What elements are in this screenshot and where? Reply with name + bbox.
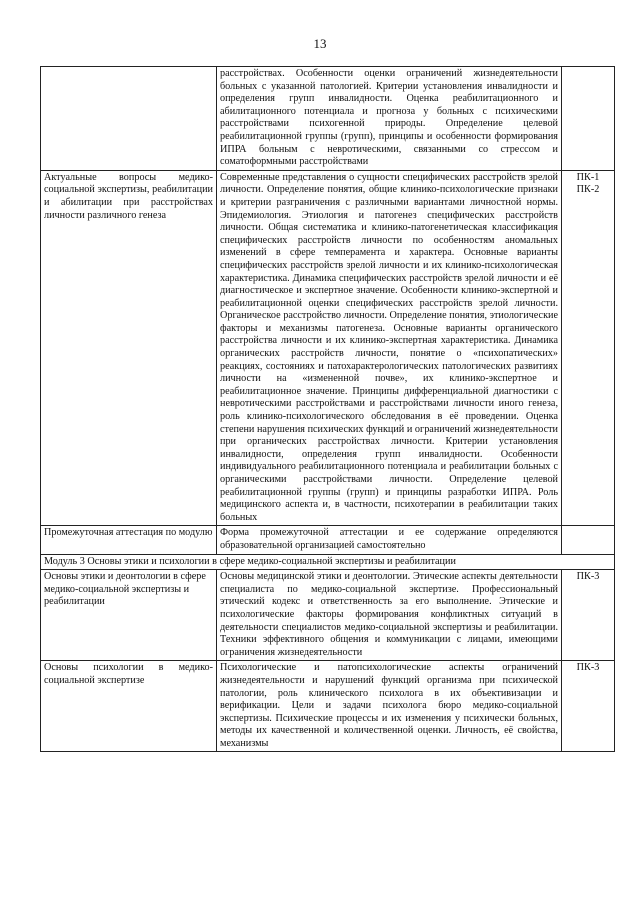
topic-cell xyxy=(41,67,217,171)
content-cell: расстройствах. Особенности оценки ограничений жизнедеятельности больных с указанной патологией. Критерии установления инвалидности и определения групп инвалидности. Оценка реабилитационного и абилитационного потенциала и прогноза у больных с психическими расстройствами психогенной природы. Определение целевой реабилитационной группы (групп), принципы и особенности формирования ИПРА больным с невротическими, связанными со стрессом и соматоформными расстройствами xyxy=(217,67,562,171)
content-cell: Форма промежуточной аттестации и ее содержание определяются образовательной организацией самостоятельно xyxy=(217,526,562,554)
code-cell xyxy=(562,67,615,171)
table-row xyxy=(41,526,615,554)
module-row xyxy=(41,554,615,570)
topic-cell: Промежуточная аттестация по модулю xyxy=(41,526,217,554)
content-cell: Психологические и патопсихологические аспекты ограничений жизнедеятельности и нарушений функций организма при психической патологии, роль клинического психолога в их объективизации и верификации. Цели и задачи психолога бюро медико-социальной экспертизы. Психические процессы и их изменения у психически больных, методы их качественной и количественной оценки. Личность, её свойства, механизмы xyxy=(217,661,562,752)
topic-cell: Актуальные вопросы медико-социальной экспертизы, реабилитации и абилитации при расстройствах личности различного генеза xyxy=(41,170,217,526)
table-row xyxy=(41,67,615,171)
code-cell xyxy=(562,526,615,554)
module-heading: Модуль 3 Основы этики и психологии в сфере медико-социальной экспертизы и реабилитации xyxy=(41,554,615,570)
code-cell: ПК-1 ПК-2 xyxy=(562,170,615,526)
content-cell: Основы медицинской этики и деонтологии. Этические аспекты деятельности специалиста по медико-социальной экспертизе. Профессиональный этический кодекс и ответственность за его выполнение. Этические и психологические факторы формирования конфликтных ситуаций в деятельности специалистов медико-социальной экспертизы и реабилитации. Техники эффективного общения и коммуникации с лицами, имеющими ограничения жизнедеятельности xyxy=(217,570,562,661)
code-cell: ПК-3 xyxy=(562,570,615,661)
table-row xyxy=(41,661,615,752)
table-row xyxy=(41,170,615,526)
content-cell: Современные представления о сущности специфических расстройств зрелой личности. Определение понятия, общие клинико-психологические признаки и критерии разграничения с различными вариантами личностной нормы. Эпидемиология. Этиология и патогенез специфических расстройств личности. Общая систематика и клинико-патогенетическая классификация специфических расстройств личности по особенностям аномальных изменений в сфере темперамента и характера. Основные варианты специфических расстройств зрелой личности и их клинико-психологическая характеристика. Динамика специфических расстройств зрелой личности и её диагностическое и экспертное значение. Особенности клинико-экспертной и реабилитационной оценки специфических расстройств зрелой личности. Органическое расстройство личности. Определение понятия, этиологические факторы и механизмы патогенеза. Основные варианты органического расстройства личности и их клинико-экспертная характеристика. Динамика органических расстройств личности, понятие о «психопатических» реакциях, состояниях и патохарактерологических патологических развитиях личности на «измененной почве», их клинико-экспертное и реабилитационное значение. Принципы дифференциальной диагностики с невротическими расстройствами и расстройствами личности иного генеза, роль клинико-психологического обследования в её проведении. Оценка степени нарушения психических функций и ограничений жизнедеятельности при органических расстройствах личности. Критерии установления инвалидности, определения групп инвалидности. Особенности индивидуального реабилитационного потенциала и реабилитации больных с органическими расстройствами личности. Определение целевой реабилитационной группы (групп) и принципы разработки ИПРА. Роль медицинского аспекта и, в частности, психотерапии в реабилитации таких больных xyxy=(217,170,562,526)
topic-cell: Основы психологии в медико-социальной экспертизе xyxy=(41,661,217,752)
topic-cell: Основы этики и деонтологии в сфере медико-социальной экспертизы и реабилитации xyxy=(41,570,217,661)
page-number: 13 xyxy=(313,36,327,51)
table-row xyxy=(41,570,615,661)
curriculum-table xyxy=(40,66,615,752)
code-cell: ПК-3 xyxy=(562,661,615,752)
